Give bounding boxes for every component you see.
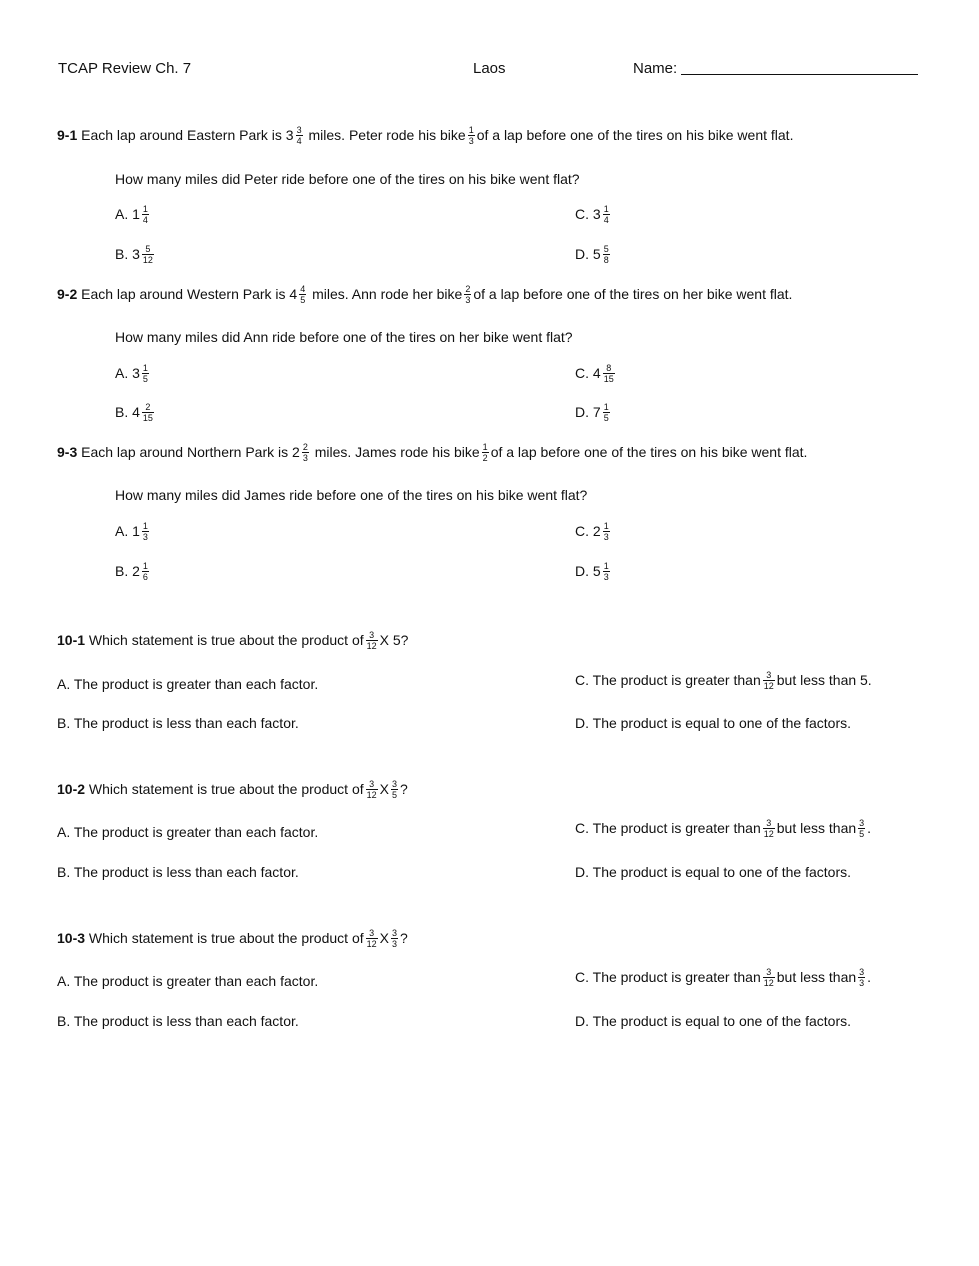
question-9-2-prompt: How many miles did Ann ride before one of the tires on her bike went flat? — [115, 329, 573, 345]
question-number: 10-1 — [57, 632, 86, 649]
numerator: 3 — [391, 928, 397, 938]
option-10-3-a[interactable]: A. The product is greater than each factor. — [57, 973, 319, 989]
denominator: 3 — [603, 572, 609, 582]
text-segment: B. 2 — [115, 563, 140, 580]
option-10-2-c[interactable] — [575, 819, 871, 840]
question-9-1-prompt: How many miles did Peter ride before one of the tires on his bike went flat? — [115, 171, 580, 187]
fraction — [603, 204, 610, 225]
text-segment: ? — [400, 781, 408, 798]
denominator: 3 — [859, 978, 865, 988]
fraction — [366, 630, 378, 651]
stem-text: miles. James rode his bike — [314, 444, 480, 461]
text-segment: X 5? — [379, 632, 409, 649]
stem-text: Each lap around Northern Park is 2 — [81, 444, 300, 461]
text-segment: Which statement is true about the product of — [88, 781, 364, 798]
numerator: 1 — [142, 561, 148, 571]
option-9-3-a[interactable] — [115, 522, 151, 543]
denominator: 6 — [142, 572, 148, 582]
fraction — [603, 363, 615, 384]
numerator: 3 — [296, 125, 302, 135]
part-fraction — [482, 442, 489, 463]
denominator: 4 — [296, 136, 302, 146]
option-10-3-b[interactable]: B. The product is less than each factor. — [57, 1013, 299, 1029]
fraction — [142, 244, 154, 265]
text-segment: C. 4 — [575, 365, 601, 382]
text-segment: . — [867, 969, 872, 986]
text-segment: C. The product is greater than — [575, 820, 761, 837]
option-10-3-d[interactable]: D. The product is equal to one of the factors. — [575, 1013, 852, 1029]
option-10-1-b[interactable]: B. The product is less than each factor. — [57, 715, 299, 731]
numerator: 1 — [142, 204, 148, 214]
teacher-name: Laos — [473, 60, 506, 77]
part-fraction — [468, 125, 475, 146]
text-segment: but less than 5. — [776, 672, 872, 689]
denominator: 15 — [603, 374, 614, 384]
question-10-2-stem — [57, 780, 408, 801]
denominator: 15 — [142, 413, 153, 423]
stem-text: miles. Ann rode her bike — [312, 286, 463, 303]
text-segment: Which statement is true about the product of — [88, 632, 364, 649]
numerator: 4 — [300, 284, 306, 294]
denominator: 12 — [366, 939, 377, 949]
option-9-2-a[interactable] — [115, 364, 151, 385]
numerator: 5 — [145, 244, 151, 254]
text-segment: A. 1 — [115, 523, 140, 540]
denominator: 8 — [603, 255, 609, 265]
numerator: 1 — [603, 521, 609, 531]
fraction — [366, 928, 378, 949]
stem-text: Each lap around Eastern Park is 3 — [81, 127, 294, 144]
text-segment: X — [379, 781, 389, 798]
denominator: 12 — [763, 681, 774, 691]
numerator: 1 — [468, 125, 474, 135]
fraction — [603, 561, 610, 582]
option-10-1-d[interactable]: D. The product is equal to one of the factors. — [575, 715, 852, 731]
numerator: 1 — [603, 402, 609, 412]
text-segment: C. The product is greater than — [575, 672, 761, 689]
question-number: 10-3 — [57, 930, 86, 947]
question-number: 9-2 — [57, 286, 78, 303]
text-segment: but less than — [776, 969, 857, 986]
fraction — [603, 521, 610, 542]
option-10-2-d[interactable]: D. The product is equal to one of the factors. — [575, 864, 852, 880]
fraction — [858, 818, 865, 839]
fraction — [858, 967, 865, 988]
denominator: 5 — [859, 829, 865, 839]
option-10-2-b[interactable]: B. The product is less than each factor. — [57, 864, 299, 880]
denominator: 3 — [603, 532, 609, 542]
option-9-3-d[interactable] — [575, 562, 612, 583]
denominator: 5 — [142, 374, 148, 384]
fraction — [142, 521, 149, 542]
numerator: 2 — [465, 284, 471, 294]
part-fraction — [464, 284, 471, 305]
option-10-1-a[interactable]: A. The product is greater than each factor. — [57, 676, 319, 692]
numerator: 2 — [145, 402, 151, 412]
question-9-1-stem — [57, 126, 793, 147]
option-9-2-b[interactable] — [115, 403, 156, 424]
stem-text: of a lap before one of the tires on his bike went flat. — [490, 444, 808, 461]
numerator: 3 — [766, 670, 772, 680]
question-number: 10-2 — [57, 781, 86, 798]
numerator: 1 — [603, 561, 609, 571]
text-segment: C. 3 — [575, 206, 601, 223]
option-9-3-b[interactable] — [115, 562, 151, 583]
text-segment: D. 7 — [575, 404, 601, 421]
numerator: 1 — [603, 204, 609, 214]
denominator: 12 — [763, 978, 774, 988]
numerator: 3 — [766, 967, 772, 977]
fraction — [142, 561, 149, 582]
denominator: 3 — [465, 295, 471, 305]
denominator: 4 — [603, 215, 609, 225]
text-segment: A. 1 — [115, 206, 140, 223]
option-9-1-d[interactable] — [575, 245, 612, 266]
fraction — [763, 967, 775, 988]
denominator: 5 — [300, 295, 306, 305]
question-number: 9-1 — [57, 127, 78, 144]
option-9-2-d[interactable] — [575, 403, 612, 424]
numerator: 3 — [369, 779, 375, 789]
stem-text: Each lap around Western Park is 4 — [81, 286, 298, 303]
denominator: 12 — [142, 255, 153, 265]
numerator: 1 — [482, 442, 488, 452]
stem-text: miles. Peter rode his bike — [308, 127, 466, 144]
text-segment: C. The product is greater than — [575, 969, 761, 986]
fraction — [142, 204, 149, 225]
fraction — [603, 244, 610, 265]
text-segment: D. 5 — [575, 563, 601, 580]
stem-text: of a lap before one of the tires on her bike went flat. — [473, 286, 793, 303]
denominator: 3 — [391, 939, 397, 949]
numerator: 5 — [603, 244, 609, 254]
fraction — [763, 670, 775, 691]
text-segment: C. 2 — [575, 523, 601, 540]
option-9-3-c[interactable] — [575, 522, 612, 543]
text-segment: . — [867, 820, 872, 837]
option-10-1-c[interactable] — [575, 671, 872, 692]
text-segment: B. 3 — [115, 246, 140, 263]
denominator: 12 — [366, 790, 377, 800]
question-9-3-stem — [57, 443, 807, 464]
option-10-3-c[interactable] — [575, 968, 871, 989]
fraction — [763, 818, 775, 839]
denominator: 4 — [142, 215, 148, 225]
numerator: 3 — [859, 967, 865, 977]
numerator: 2 — [302, 442, 308, 452]
lap-fraction — [296, 125, 303, 146]
numerator: 1 — [142, 521, 148, 531]
question-9-3-prompt: How many miles did James ride before one of the tires on his bike went flat? — [115, 487, 588, 503]
denominator: 5 — [603, 413, 609, 423]
text-segment: D. 5 — [575, 246, 601, 263]
question-9-2-stem — [57, 285, 792, 306]
stem-text: of a lap before one of the tires on his bike went flat. — [476, 127, 794, 144]
fraction — [603, 402, 610, 423]
text-segment: X — [379, 930, 389, 947]
option-9-1-a[interactable] — [115, 205, 151, 226]
fraction — [391, 779, 398, 800]
option-9-1-b[interactable] — [115, 245, 156, 266]
numerator: 3 — [369, 630, 375, 640]
fraction — [366, 779, 378, 800]
denominator: 5 — [391, 790, 397, 800]
fraction — [391, 928, 398, 949]
denominator: 2 — [482, 453, 488, 463]
text-segment: B. 4 — [115, 404, 140, 421]
denominator: 3 — [302, 453, 308, 463]
name-blank-line[interactable] — [681, 60, 918, 75]
denominator: 12 — [366, 641, 377, 651]
lap-fraction — [302, 442, 309, 463]
numerator: 3 — [859, 818, 865, 828]
numerator: 3 — [391, 779, 397, 789]
denominator: 3 — [142, 532, 148, 542]
numerator: 3 — [369, 928, 375, 938]
worksheet-title: TCAP Review Ch. 7 — [58, 60, 192, 77]
text-segment: A. 3 — [115, 365, 140, 382]
denominator: 12 — [763, 829, 774, 839]
fraction — [142, 363, 149, 384]
question-10-1-stem — [57, 631, 408, 652]
numerator: 1 — [142, 363, 148, 373]
denominator: 3 — [468, 136, 474, 146]
question-10-3-stem — [57, 929, 408, 950]
text-segment: but less than — [776, 820, 857, 837]
option-9-2-c[interactable] — [575, 364, 617, 385]
fraction — [142, 402, 154, 423]
question-number: 9-3 — [57, 444, 78, 461]
option-9-1-c[interactable] — [575, 205, 612, 226]
numerator: 8 — [606, 363, 612, 373]
name-field[interactable] — [633, 60, 918, 78]
numerator: 3 — [766, 818, 772, 828]
text-segment: ? — [400, 930, 408, 947]
name-label: Name: — [633, 60, 678, 77]
text-segment: Which statement is true about the product of — [88, 930, 364, 947]
lap-fraction — [299, 284, 306, 305]
option-10-2-a[interactable]: A. The product is greater than each factor. — [57, 824, 319, 840]
